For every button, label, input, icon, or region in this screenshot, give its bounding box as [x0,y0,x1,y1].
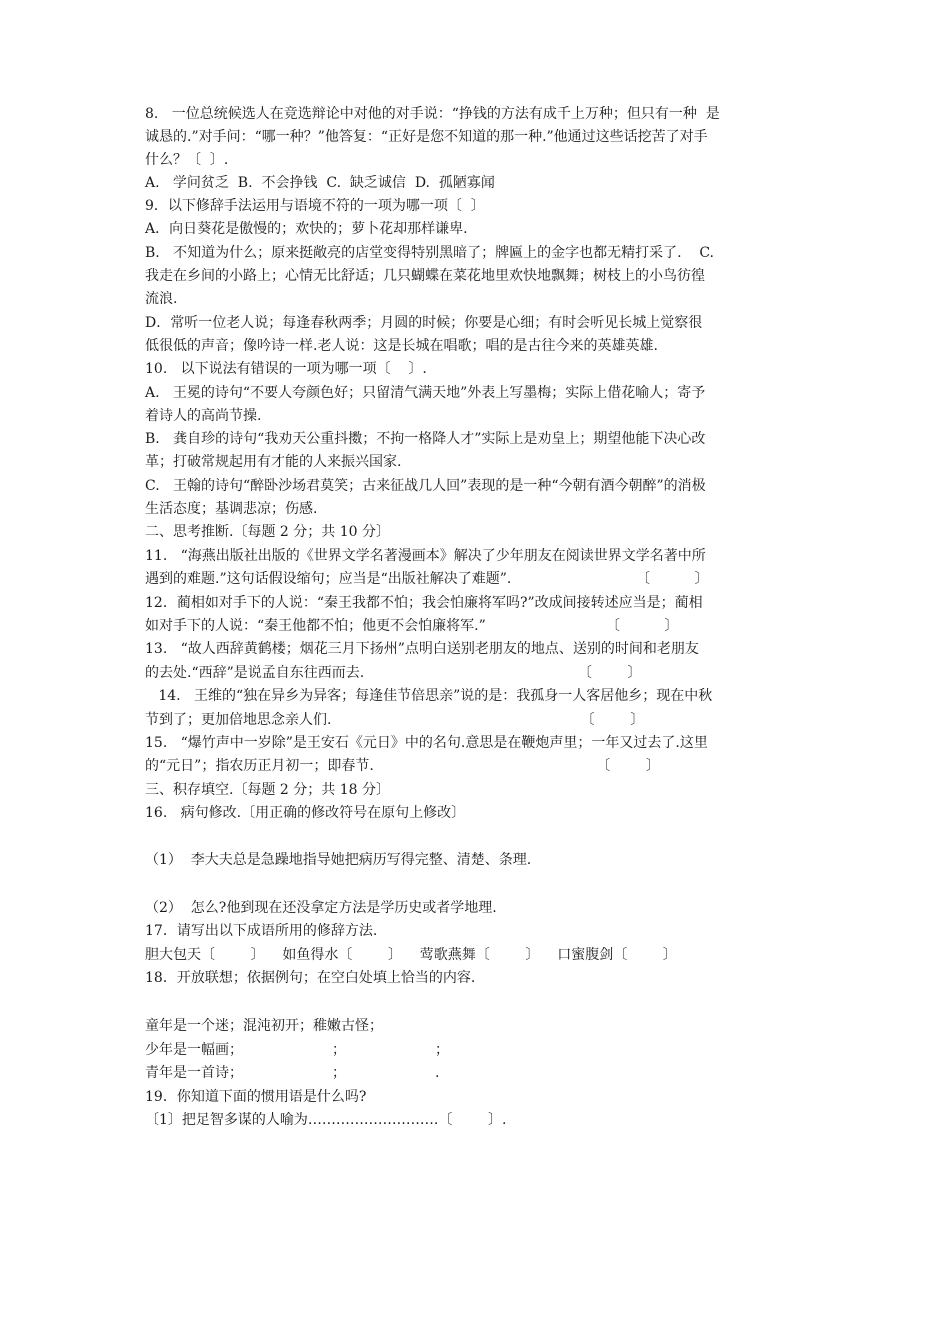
q9-option-d-line-1: D．常听一位老人说；每逢春秋两季；月圆的时候；你要是心细；有时会听见长城上觉察很 [145,315,703,331]
q18-blank-youth: 少年是一幅画； ； ； [145,1042,450,1058]
q17-stem: 17．请写出以下成语所用的修辞方法. [145,923,378,939]
q16-stem: 16. 病句修改.〔用正确的修改符号在原句上修改〕 [145,805,466,821]
q16-sentence-1: （1） 李大夫总是急躁地指导她把病历写得完整、清楚、条理. [145,852,532,868]
q9-option-c-line-1: 我走在乡间的小路上；心情无比舒适；几只蝴蝶在菜花地里欢快地飘舞；树枝上的小鸟彷徨 [145,268,705,284]
q10-option-a-line-2: 着诗人的高尚节操. [145,408,262,424]
q13-line-2: 的去处.“西辞”是说孟自东往西而去. 〔 〕 [145,665,642,681]
q13-line-1: 13. “故人西辞黄鹤楼；烟花三月下扬州”点明白送别老朋友的地点、送别的时间和老朋友 [145,641,699,657]
q8-line-3: 什么？〔 〕. [145,152,229,168]
q9-stem: 9．以下修辞手法运用与语境不符的一项为哪一项〔 〕 [145,198,485,214]
q16-sentence-2: （2） 怎么?他到现在还没拿定方法是学历史或者学地理. [145,900,497,916]
q9-option-b: B. 不知道为什么；原来挺敞亮的店堂变得特别黑暗了；牌匾上的金字也都无精打采了. C. [145,245,715,261]
q10-option-c-line-2: 生活态度；基调悲凉；伤感. [145,501,318,517]
q9-option-c-line-2: 流浪. [145,291,178,307]
q14-line-1: 14. 王维的“独在异乡为异客；每逢佳节倍思亲”说的是：我孤身一人客居他乡；现在中秋 [145,688,713,704]
q15-line-1: 15. “爆竹声中一岁除”是王安石《元日》中的名句.意思是在鞭炮声里；一年又过去了.这里 [145,735,708,751]
q15-line-2: 的“元日”；指农历正月初一；即春节. 〔 〕 [145,758,660,774]
q10-option-a-line-1: A. 王冕的诗句“不要人夸颜色好；只留清气满天地”外表上写墨梅；实际上借花喻人；寄予 [145,385,706,401]
q14-line-2: 节到了；更加倍地思念亲人们. 〔 〕 [145,712,645,728]
q11-line-1: 11. “海燕出版社出版的《世界文学名著漫画本》解决了少年朋友在阅读世界文学名著中所 [145,548,706,564]
q12-line-2: 如对手下的人说：“秦王他都不怕；他更不会怕廉将军.” 〔 〕 [145,618,679,634]
q10-stem: 10. 以下说法有错误的一项为哪一项〔 〕. [145,361,427,377]
section-3-heading: 三、积存填空.〔每题 2 分；共 18 分〕 [145,782,390,798]
q10-option-b-line-2: 革；打破常规起用有才能的人来振兴国家. [145,454,402,470]
q18-blank-young-adult: 青年是一首诗； ； . [145,1065,440,1081]
q8-line-2: 诚恳的.”对手问：“哪一种？”他答复：“正好是您不知道的那一种.”他通过这些话挖苦了对手 [145,129,708,145]
q19-stem: 19．你知道下面的惯用语是什么吗? [145,1089,367,1105]
q8-options: A. 学问贫乏 B. 不会挣钱 C. 缺乏诚信 D. 孤陋寡闻 [145,175,495,191]
q18-stem: 18．开放联想；依据例句；在空白处填上恰当的内容. [145,970,476,986]
q8-line-1: 8. 一位总统候选人在竞选辩论中对他的对手说：“挣钱的方法有成千上万种；但只有一种 是 [145,106,720,122]
section-2-heading: 二、思考推断.〔每题 2 分；共 10 分〕 [145,524,390,540]
q10-option-c-line-1: C. 王翰的诗句“醉卧沙场君莫笑；古来征战几人回”表现的是一种“今朝有酒今朝醉”的消极 [145,478,706,494]
q11-line-2: 遇到的难题.”这句话假设缩句；应当是“出版社解决了难题”. 〔 〕 [145,571,709,587]
q18-example: 童年是一个迷；混沌初开；稚嫩古怪； [145,1018,383,1034]
q9-option-d-line-2: 低很低的声音；像吟诗一样.老人说：这是长城在唱歌；唱的是古往今来的英雄英雄. [145,338,658,354]
q12-line-1: 12．蔺相如对手下的人说：“秦王我都不怕；我会怕廉将军吗?”改成间接转述应当是；蔺相 [145,595,703,611]
q9-option-a: A．向日葵花是傲慢的；欢快的；萝卜花却那样谦卑. [145,221,468,237]
q17-idioms: 胆大包天〔 〕 如鱼得水〔 〕 莺歌燕舞〔 〕 口蜜腹剑〔 〕 [145,947,677,963]
q10-option-b-line-1: B. 龚自珍的诗句“我劝天公重抖擞；不拘一格降人才”实际上是劝皇上；期望他能下决心改 [145,431,706,447]
q19-item-1: 〔1〕把足智多谋的人喻为……………………….〔 〕. [145,1112,507,1128]
